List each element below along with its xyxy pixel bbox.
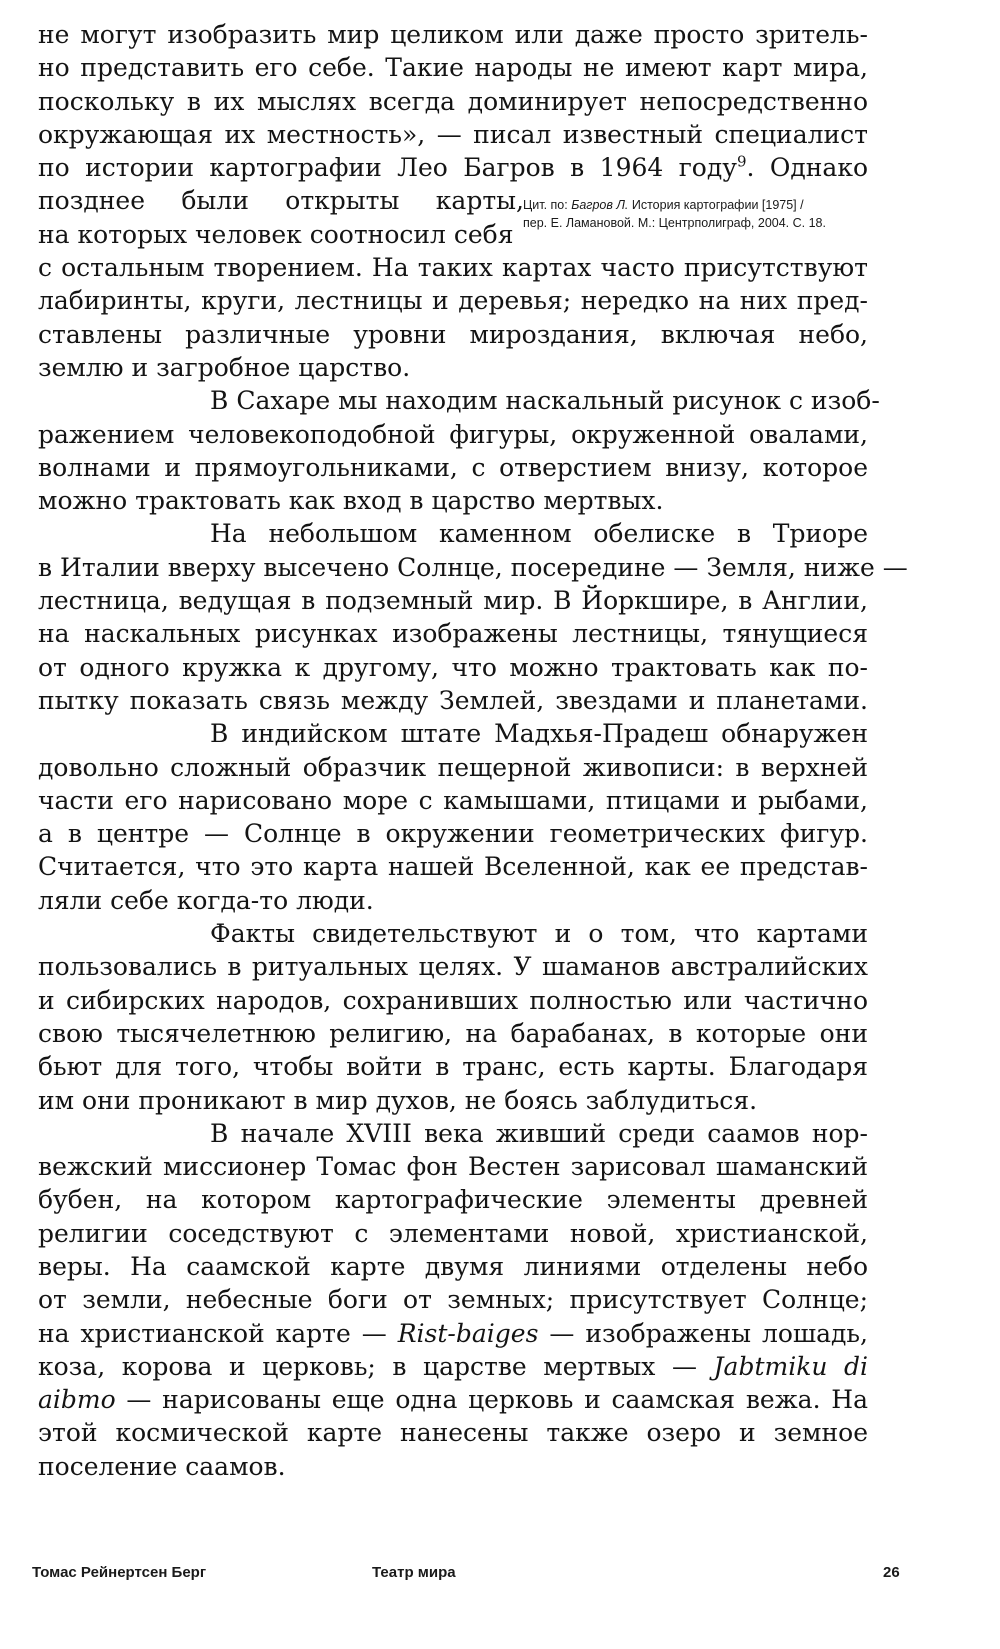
text-line: части его нарисовано море с камышами, птицами и рыбами,: [38, 785, 868, 815]
text-line: от земли, небесные боги от земных; присутствует Солнце;: [38, 1285, 868, 1315]
page-footer: [0, 1564, 1000, 1588]
footnote-author: Багров Л.: [571, 198, 629, 212]
text-line: ляли себе когда-то люди.: [38, 885, 374, 915]
italic-term: Rist-baiges: [397, 1318, 539, 1348]
text-line: можно трактовать как вход в царство мертвых.: [38, 486, 664, 516]
text-line: ражением человекоподобной фигуры, окруженной овалами,: [38, 419, 868, 449]
footnote-prefix: Цит. по:: [523, 198, 572, 212]
text-line: позднее были открыты карты,: [38, 186, 524, 216]
text-line: религии соседствуют с элементами новой, христианской,: [38, 1218, 868, 1248]
text-line: на которых человек соотносил себя: [38, 219, 514, 249]
text-line: а в центре — Солнце в окружении геометрических фигур.: [38, 819, 868, 849]
text-line: им они проникают в мир духов, не боясь заблудиться.: [38, 1085, 758, 1115]
paragraph-first-line: Факты свидетельствуют и о том, что картами: [210, 919, 868, 949]
text-span: — нарисованы еще одна церковь и саамская вежа. На: [115, 1385, 868, 1415]
text-line: ставлены различные уровни мироздания, включая небо,: [38, 319, 868, 349]
text-line: [38, 1383, 868, 1416]
paragraph-first-line: В начале XVIII века живший среди саамов нор-: [210, 1118, 868, 1148]
text-line: но представить его себе. Такие народы не имеют карт мира,: [38, 53, 868, 83]
text-line: этой космической карте нанесены также озеро и земное: [38, 1418, 868, 1448]
paragraph-first-line: На небольшом каменном обелиске в Триоре: [210, 519, 868, 549]
text-line: Считается, что это карта нашей Вселенной, как ее представ-: [38, 852, 868, 882]
text-line: [38, 151, 868, 184]
footnote-line: пер. Е. Ламановой. М.: Центрполиграф, 2004. С. 18.: [523, 216, 826, 230]
text-line: не могут изобразить мир целиком или даже просто зритель-: [38, 20, 868, 49]
text-line: бьют для того, чтобы войти в транс, есть карты. Благодаря: [38, 1052, 868, 1082]
body-text: [38, 18, 908, 1483]
footnote-reference: 9: [736, 152, 747, 171]
text-line: свою тысячелетнюю религию, на барабанах, в которые они: [38, 1018, 868, 1048]
text-span: — изображены лошадь,: [538, 1318, 868, 1348]
margin-footnote: [523, 196, 923, 232]
text-line: пользовались в ритуальных целях. У шаманов австралийских: [38, 952, 868, 982]
text-line: и сибирских народов, сохранивших полностью или частично: [38, 985, 868, 1015]
paragraph-first-line: В индийском штате Мадхья-Прадеш обнаружен: [210, 719, 868, 749]
text-line: вежский миссионер Томас фон Вестен зарисовал шаманский: [38, 1152, 868, 1182]
italic-term: Jabtmiku di: [713, 1351, 868, 1381]
footnote-line: [523, 196, 923, 214]
text-line: [38, 1317, 868, 1350]
text-line: бубен, на котором картографические элементы древней: [38, 1185, 868, 1215]
text-span: по истории картографии Лео Багров в 1964 году: [38, 153, 737, 183]
text-line: лестница, ведущая в подземный мир. В Йоркшире, в Англии,: [38, 586, 868, 616]
text-line: пытку показать связь между Землей, звездами и планетами.: [38, 685, 868, 715]
text-line: землю и загробное царство.: [38, 352, 411, 382]
text-span: коза, корова и церковь; в царстве мертвых —: [38, 1351, 714, 1381]
text-line: на наскальных рисунках изображены лестницы, тянущиеся: [38, 619, 868, 649]
text-span: . Однако: [746, 153, 868, 183]
text-line: волнами и прямоугольниками, с отверстием внизу, которое: [38, 452, 868, 482]
footnote-title: История картографии [1975] /: [628, 198, 804, 212]
paragraph-first-line: В Сахаре мы находим наскальный рисунок с изоб-: [210, 386, 880, 416]
text-line: лабиринты, круги, лестницы и деревья; нередко на них пред-: [38, 286, 868, 316]
text-span: на христианской карте —: [38, 1318, 398, 1348]
text-line: веры. На саамской карте двумя линиями отделены небо: [38, 1251, 868, 1281]
text-line: с остальным творением. На таких картах часто присутствуют: [38, 253, 868, 283]
text-line: в Италии вверху высечено Солнце, посередине — Земля, ниже —: [38, 552, 908, 582]
italic-term: aibmo: [38, 1385, 116, 1415]
footer-author: Томас Рейнертсен Берг: [32, 1564, 207, 1581]
footer-book-title: Театр мира: [372, 1564, 456, 1581]
text-line: довольно сложный образчик пещерной живописи: в верхней: [38, 752, 868, 782]
text-line: поселение саамов.: [38, 1451, 286, 1481]
page-number: 26: [883, 1564, 900, 1581]
text-line: [38, 1350, 868, 1383]
text-line: окружающая их местность», — писал известный специалист: [38, 119, 868, 149]
text-line: поскольку в их мыслях всегда доминирует непосредственно: [38, 86, 868, 116]
text-line: от одного кружка к другому, что можно трактовать как по-: [38, 652, 868, 682]
